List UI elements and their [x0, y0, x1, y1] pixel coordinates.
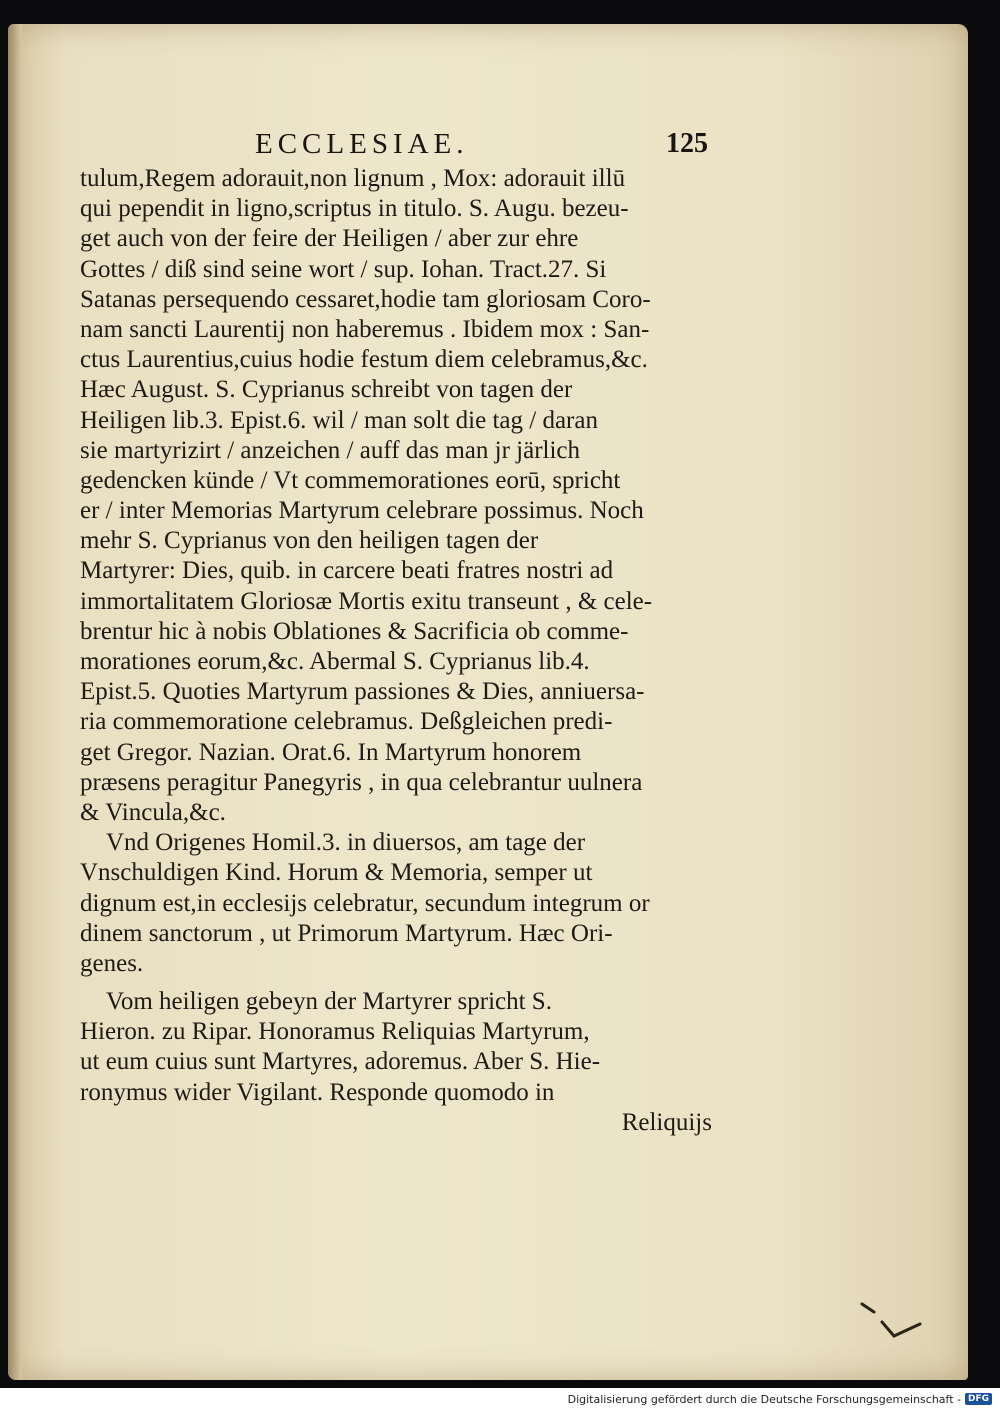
text-line: ronymus wider Vigilant. Responde quomodo in	[80, 1078, 555, 1106]
text-line: Hieron. zu Ripar. Honoramus Reliquias Martyrum,	[80, 1018, 590, 1046]
text-line: ria commemoratione celebramus. Deßgleichen predi-	[80, 708, 613, 736]
text-line: Vnschuldigen Kind. Horum & Memoria, semper ut	[80, 859, 593, 887]
text-line: Martyrer: Dies, quib. in carcere beati fratres nostri ad	[80, 557, 614, 585]
text-line: Epist.5. Quoties Martyrum passiones & Dies, anniuersa-	[80, 678, 645, 706]
text-line: get Gregor. Nazian. Orat.6. In Martyrum honorem	[80, 738, 582, 766]
text-line: ut eum cuius sunt Martyres, adoremus. Aber S. Hie-	[80, 1048, 601, 1076]
text-line: Satanas persequendo cessaret,hodie tam gloriosam Coro-	[80, 285, 651, 313]
text-line: nam sancti Laurentij non haberemus . Ibidem mox : San-	[80, 315, 650, 343]
text-line: er / inter Memorias Martyrum celebrare possimus. Noch	[80, 497, 644, 525]
ink-mark	[860, 1300, 930, 1340]
text-line: mehr S. Cyprianus von den heiligen tagen der	[80, 527, 539, 555]
text-line: tulum,Regem adorauit,non lignum , Mox: adorauit illū	[80, 165, 626, 192]
text-line: immortalitatem Gloriosæ Mortis exitu transeunt , & cele-	[80, 587, 653, 615]
text-line: Vnd Origenes Homil.3. in diuersos, am tage der	[106, 829, 586, 857]
text-line: sie martyrizirt / anzeichen / auff das man jr järlich	[80, 436, 581, 464]
text-line: morationes eorum,&c. Abermal S. Cyprianus lib.4.	[80, 648, 590, 675]
text-line: get auch von der feire der Heiligen / aber zur ehre	[80, 225, 579, 253]
catchword: Reliquijs	[621, 1108, 712, 1136]
text-line: dinem sanctorum , ut Primorum Martyrum. Hæc Ori-	[80, 919, 613, 947]
text-line: gedencken künde / Vt commemorationes eorū, spricht	[80, 466, 621, 494]
text-line: genes.	[80, 949, 144, 977]
text-line: Heiligen lib.3. Epist.6. wil / man solt die tag / daran	[80, 406, 598, 434]
text-line: ctus Laurentius,cuius hodie festum diem celebramus,&c.	[80, 346, 648, 374]
text-line: brentur hic à nobis Oblationes & Sacrificia ob comme-	[80, 617, 629, 645]
text-line: præsens peragitur Panegyris , in qua celebrantur uulnera	[80, 768, 643, 796]
text-line: qui pependit in ligno,scriptus in titulo. S. Augu. bezeu-	[80, 195, 629, 223]
dfg-logo: DFG	[965, 1393, 992, 1405]
digitization-credit	[568, 1390, 992, 1408]
running-head: ECCLESIAE.	[255, 128, 469, 160]
text-line: & Vincula,&c.	[80, 798, 226, 826]
credit-text: Digitalisierung gefördert durch die Deutsche Forschungsgemeinschaft -	[567, 1392, 961, 1406]
text-line: Gottes / diß sind seine wort / sup. Iohan. Tract.27. Si	[80, 255, 607, 283]
text-line: dignum est,in ecclesijs celebratur, secundum integrum or	[80, 889, 650, 917]
body-text	[80, 164, 750, 1138]
page-number: 125	[666, 128, 708, 159]
text-line: Hæc August. S. Cyprianus schreibt von tagen der	[80, 376, 573, 404]
text-line: Vom heiligen gebeyn der Martyrer spricht S.	[106, 988, 552, 1016]
